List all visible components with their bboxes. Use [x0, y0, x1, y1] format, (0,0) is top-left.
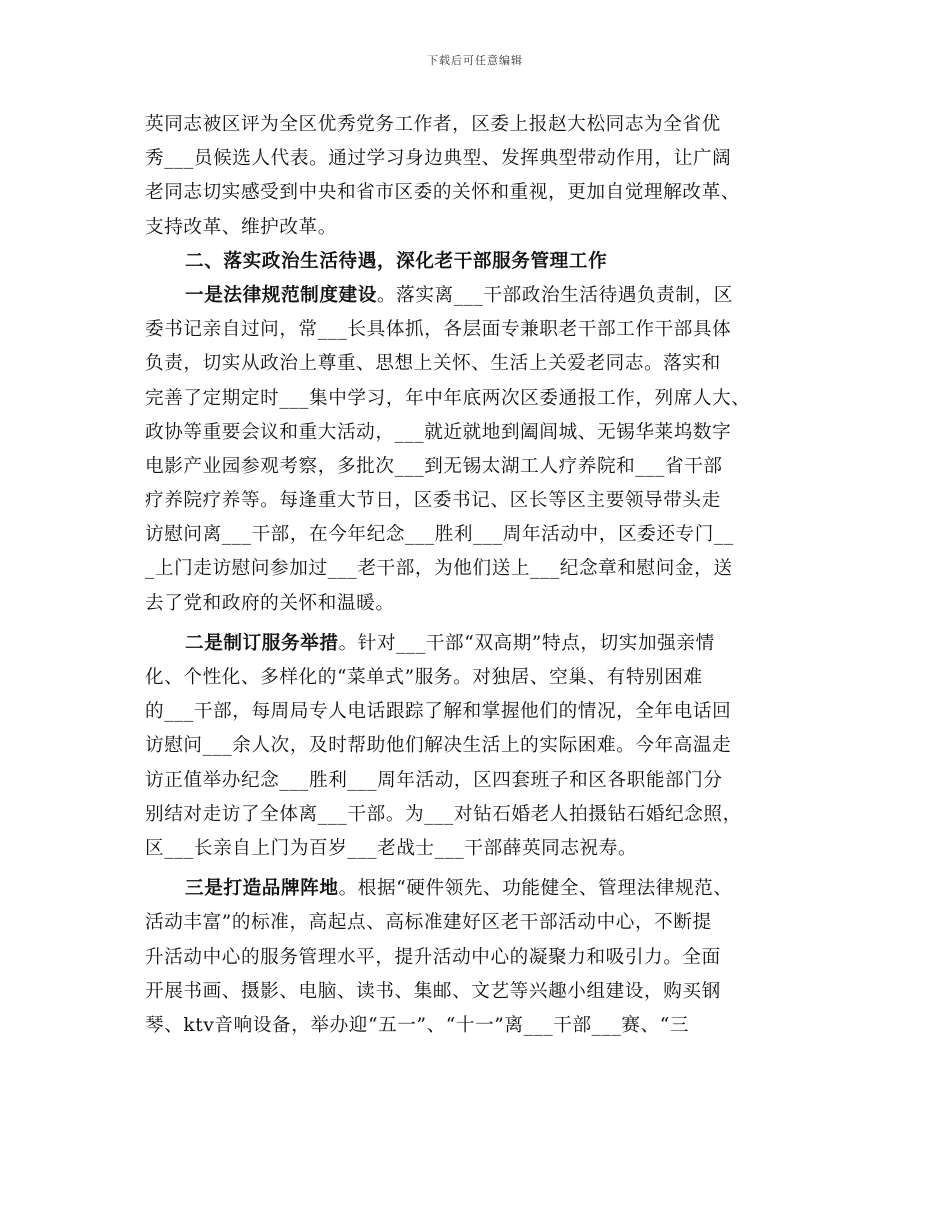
- item-title: 三是打造品牌阵地: [185, 878, 339, 900]
- text-line: 疗养院疗养等。每逢重大节日，区委书记、区长等区主要领导带头走: [145, 490, 721, 512]
- text-line: 的___干部，每周局专人电话跟踪了解和掌握他们的情况，全年电话回: [145, 701, 732, 723]
- document-body: [145, 108, 830, 1043]
- item-text: 。针对___干部“双高期”特点，切实加强亲情: [338, 632, 715, 654]
- text-line: 区___长亲自上门为百岁___老战士___干部薛英同志祝寿。: [145, 837, 638, 859]
- text-line: 化、个性化、多样化的“菜单式”服务。对独居、空巢、有特别困难: [145, 667, 703, 688]
- section-heading: 二、落实政治生活待遇，深化老干部服务管理工作: [185, 250, 608, 272]
- text-line: 去了党和政府的关怀和温暖。: [145, 592, 395, 614]
- text-line: 访正值举办纪念___胜利___周年活动，区四套班子和区各职能部门分: [145, 769, 723, 791]
- item-text: 。落实离___干部政治生活待遇负责制，区: [376, 284, 733, 306]
- text-line: 英同志被区评为全区优秀党务工作者，区委上报赵大松同志为全省优: [145, 114, 721, 135]
- paragraph-first-line: [145, 627, 830, 661]
- text-line: 琴、ktv音响设备，举办迎“五一”、“十一”离___干部___赛、“三: [145, 1014, 690, 1036]
- text-line: 政协等重要会议和重大活动，___就近就地到阖闾城、无锡华莱坞数字: [145, 421, 732, 443]
- text-line: 完善了定期定时___集中学习，年中年底两次区委通报工作，列席人大、: [145, 387, 751, 409]
- item-title: 一是法律规范制度建设: [185, 284, 377, 306]
- text-line: 升活动中心的服务管理水平，提升活动中心的凝聚力和吸引力。全面: [145, 946, 721, 968]
- text-line: 委书记亲自过问，常___长具体抓，各层面专兼职老干部工作干部具体: [145, 319, 732, 341]
- text-line: _上门走访慰问参加过___老干部，为他们送上___纪念章和慰问金，送: [145, 558, 733, 580]
- text-line: 活动丰富”的标准，高起点、高标准建好区老干部活动中心，不断提: [145, 912, 712, 934]
- paragraph-first-line: [145, 872, 830, 906]
- text-line: 访慰问离___干部，在今年纪念___胜利___周年活动中，区委还专门__: [145, 524, 734, 546]
- paragraph-first-line: [145, 279, 830, 313]
- text-line: 开展书画、摄影、电脑、读书、集邮、文艺等兴趣小组建设，购买钢: [145, 980, 721, 1002]
- text-line: 秀___员候选人代表。通过学习身边典型、发挥典型带动作用，让广阔: [145, 148, 732, 170]
- item-title: 二是制订服务举措: [185, 632, 339, 654]
- text-line: 别结对走访了全体离___干部。为___对钻石婚老人拍摄钻石婚纪念照，: [145, 803, 742, 825]
- text-line: 电影产业园参观考察，多批次___到无锡太湖工人疗养院和___省干部: [145, 455, 723, 477]
- text-line: 访慰问___余人次，及时帮助他们解决生活上的实际困难。今年高温走: [145, 735, 732, 757]
- text-line: 负责，切实从政治上尊重、思想上关怀、生活上关爱老同志。落实和: [145, 353, 721, 375]
- item-text: 。根据“硬件领先、功能健全、管理法律规范、: [338, 878, 733, 900]
- page-header: 下载后可任意编辑: [427, 54, 523, 67]
- text-line: 支持改革、维护改革。: [145, 216, 337, 238]
- text-line: 老同志切实感受到中央和省市区委的关怀和重视，更加自觉理解改革、: [145, 182, 741, 204]
